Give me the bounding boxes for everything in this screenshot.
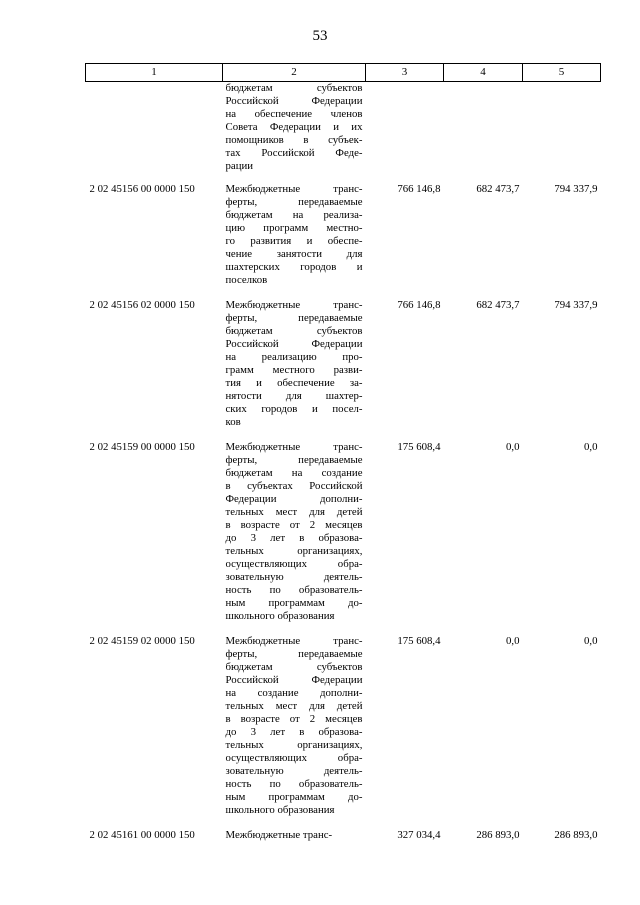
description-line: ферты, передаваемые [225,196,363,208]
row-description [223,183,366,299]
row-description [223,441,366,635]
description-line: осуществляющих обра- [225,558,363,570]
column-header-2: 2 [223,64,366,82]
row-value-3: 766 146,8 [397,299,441,311]
description-line: до 3 лет в образова- [225,726,363,738]
description-line: ность по образователь- [225,778,363,790]
description-line: нятости для шахтер- [225,390,363,402]
row-code: 2 02 45161 00 0000 150 [89,829,195,841]
row-value-3: 175 608,4 [397,635,441,647]
description-line: тельных организациях, [225,545,363,557]
description-line: ным программам до- [225,791,363,803]
row-value-4 [444,82,523,184]
description-line: ферты, передаваемые [225,648,363,660]
row-description [223,635,366,829]
row-code: 2 02 45156 02 0000 150 [89,299,195,311]
description-line: рации [225,160,254,172]
description-line: на реализацию про- [225,351,363,363]
column-header-5: 5 [523,64,601,82]
description-line: ских городов и посел- [225,403,363,415]
description-line: осуществляющих обра- [225,752,363,764]
row-value-3 [366,82,444,184]
description-line: бюджетам субъектов [225,661,363,673]
row-description [223,829,366,854]
row-value-4: 286 893,0 [476,829,520,841]
description-line: ность по образователь- [225,584,363,596]
description-line: в субъектах Российской [225,480,363,492]
description-line: поселков [225,274,268,286]
description-line: на обеспечение членов [225,108,363,120]
row-value-4: 682 473,7 [476,299,520,311]
description-line: Межбюджетные транс- [225,299,363,311]
row-description [223,82,366,184]
description-line: школьного образования [225,804,335,816]
description-line: в возрасте от 2 месяцев [225,713,363,725]
description-line: ферты, передаваемые [225,454,363,466]
description-line: Российской Федерации [225,95,363,107]
row-code: 2 02 45159 02 0000 150 [89,635,195,647]
description-line: ферты, передаваемые [225,312,363,324]
description-line: бюджетам на создание [225,467,363,479]
row-code [86,82,223,184]
description-line: зовательную деятель- [225,571,363,583]
description-line: Федерации дополни- [225,493,363,505]
column-header-4: 4 [444,64,523,82]
row-value-5: 0,0 [584,441,598,453]
row-value-4: 0,0 [506,441,520,453]
table-row [86,299,601,441]
description-line: Межбюджетные транс- [225,441,363,453]
column-header-3: 3 [366,64,444,82]
description-line: помощников в субъек- [225,134,363,146]
description-line: тельных мест для детей [225,700,363,712]
row-description [223,299,366,441]
description-line: Российской Федерации [225,338,363,350]
row-value-4: 682 473,7 [476,183,520,195]
description-line: го развития и обеспе- [225,235,363,247]
row-code: 2 02 45156 00 0000 150 [89,183,195,195]
page-number: 53 [312,28,328,44]
budget-table [85,63,601,854]
row-code: 2 02 45159 00 0000 150 [89,441,195,453]
row-value-5 [523,82,601,184]
description-line: Межбюджетные транс- [225,183,363,195]
description-line: Межбюджетные транс- [225,635,363,647]
description-line: Межбюджетные транс- [225,829,333,841]
description-line: грамм местного разви- [225,364,363,376]
row-value-3: 327 034,4 [397,829,441,841]
description-line: ным программам до- [225,597,363,609]
description-line: школьного образования [225,610,335,622]
column-header-1: 1 [86,64,223,82]
row-value-3: 766 146,8 [397,183,441,195]
table-row [86,635,601,829]
table-header-row [86,64,601,82]
table-row [86,183,601,299]
description-line: Российской Федерации [225,674,363,686]
description-line: тельных организациях, [225,739,363,751]
description-line: бюджетам субъектов [225,82,363,94]
description-line: на создание дополни- [225,687,363,699]
description-line: бюджетам субъектов [225,325,363,337]
row-value-5: 794 337,9 [554,183,598,195]
description-line: тах Российской Феде- [225,147,363,159]
table-row [86,441,601,635]
description-line: бюджетам на реализа- [225,209,363,221]
row-value-3: 175 608,4 [397,441,441,453]
table-row [86,829,601,854]
row-value-5: 794 337,9 [554,299,598,311]
table-row-continuation [86,82,601,184]
description-line: до 3 лет в образова- [225,532,363,544]
description-line: цию программ местно- [225,222,363,234]
description-line: Совета Федерации и их [225,121,363,133]
row-value-5: 286 893,0 [554,829,598,841]
row-value-4: 0,0 [506,635,520,647]
description-line: зовательную деятель- [225,765,363,777]
description-line: ков [225,416,241,428]
row-value-5: 0,0 [584,635,598,647]
description-line: тия и обеспечение за- [225,377,363,389]
description-line: чение занятости для [225,248,363,260]
description-line: в возрасте от 2 месяцев [225,519,363,531]
description-line: шахтерских городов и [225,261,363,273]
description-line: тельных мест для детей [225,506,363,518]
